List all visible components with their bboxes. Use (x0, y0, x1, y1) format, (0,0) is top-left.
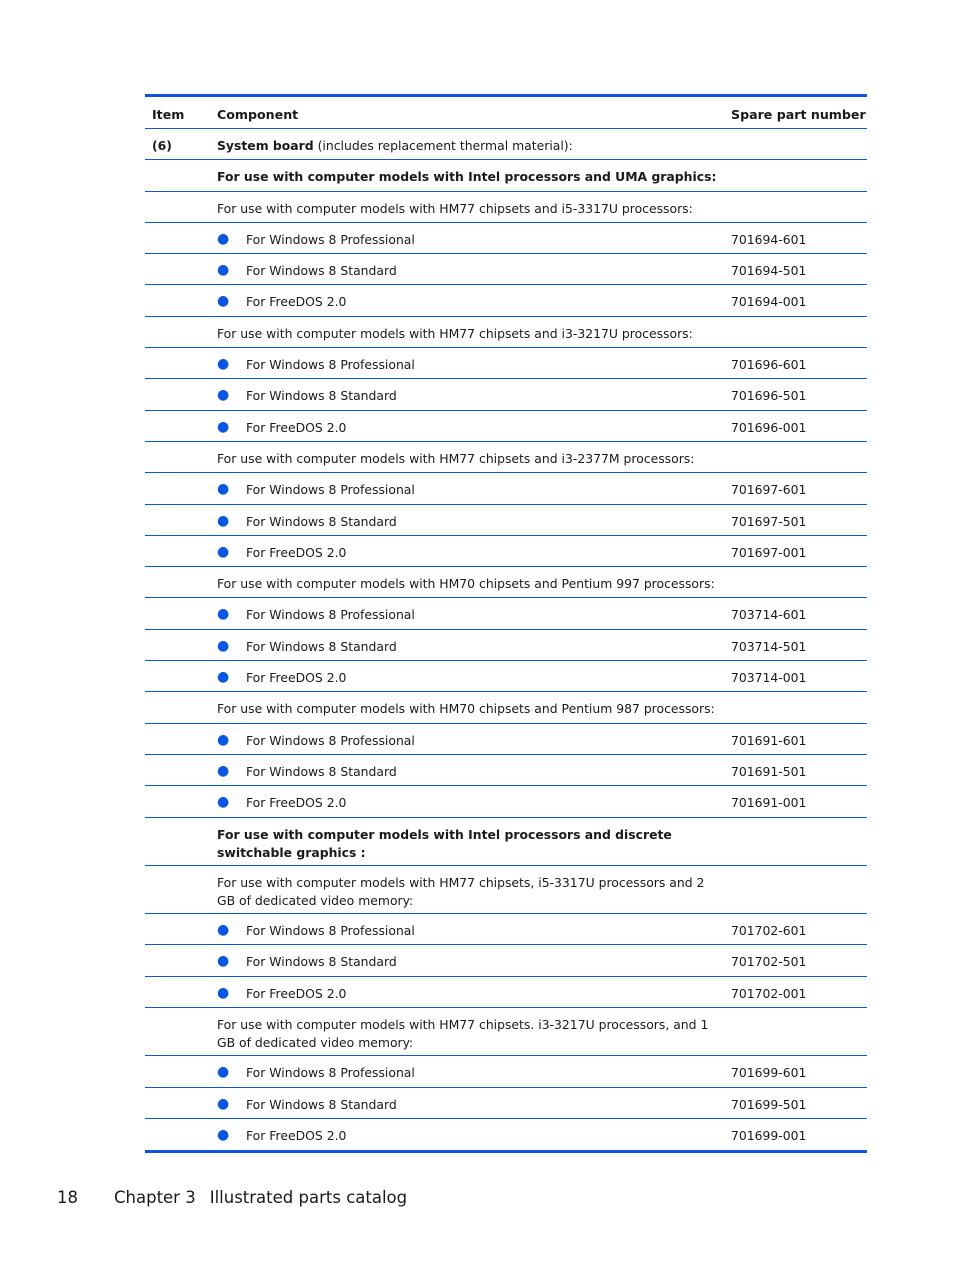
group-heading-row (145, 160, 867, 191)
subgroup-heading-row (145, 1008, 867, 1056)
os-variant-label: For FreeDOS 2.0 (246, 985, 347, 1001)
bullet-icon: ● (217, 418, 230, 435)
bullet-icon: ● (217, 1095, 230, 1112)
os-variant-label: For FreeDOS 2.0 (246, 294, 347, 310)
page-footer (57, 1188, 407, 1207)
table-row (145, 379, 867, 410)
table-row (145, 505, 867, 536)
os-variant-label: For Windows 8 Professional (246, 607, 415, 623)
os-variant-label: For FreeDOS 2.0 (246, 1127, 347, 1143)
os-variant-label: For Windows 8 Standard (246, 263, 397, 279)
system-board-note: (includes replacement thermal material): (313, 138, 573, 153)
bullet-icon: ● (217, 293, 230, 310)
bullet-icon: ● (217, 356, 230, 373)
bullet-icon: ● (217, 606, 230, 623)
bullet-icon: ● (217, 262, 230, 279)
spare-part-number: 701699-501 (731, 1096, 807, 1112)
table-row (145, 786, 867, 817)
subgroup-heading-row (145, 192, 867, 223)
spare-part-number: 701697-601 (731, 482, 807, 498)
header-component: Component (217, 107, 299, 122)
table-row (145, 348, 867, 379)
os-variant-label: For Windows 8 Professional (246, 482, 415, 498)
spare-parts-table (145, 94, 867, 1153)
os-variant-label: For Windows 8 Standard (246, 954, 397, 970)
table-row (145, 536, 867, 567)
table-row (145, 755, 867, 786)
bullet-icon: ● (217, 922, 230, 939)
spare-part-number: 701694-001 (731, 294, 807, 310)
os-variant-label: For Windows 8 Professional (246, 357, 415, 373)
subgroup-heading-row (145, 866, 867, 914)
table-row (145, 223, 867, 254)
spare-part-number: 703714-501 (731, 638, 807, 654)
item-number: (6) (152, 138, 172, 153)
os-variant-label: For FreeDOS 2.0 (246, 419, 347, 435)
spare-part-number: 701691-001 (731, 795, 807, 811)
chapter-label: Chapter 3 (114, 1188, 196, 1207)
spare-part-number: 701699-601 (731, 1065, 807, 1081)
os-variant-label: For Windows 8 Standard (246, 513, 397, 529)
system-board-label: System board (217, 138, 314, 153)
subgroup-heading: For use with computer models with HM77 chipsets and i3-3217U processors: (217, 325, 693, 341)
subgroup-heading-row (145, 567, 867, 598)
bullet-icon: ● (217, 637, 230, 654)
os-variant-label: For Windows 8 Professional (246, 1065, 415, 1081)
spare-part-number: 701696-501 (731, 388, 807, 404)
spare-part-number: 701699-001 (731, 1127, 807, 1143)
bullet-icon: ● (217, 731, 230, 748)
subgroup-heading: For use with computer models with HM77 chipsets and i3-2377M processors: (217, 450, 695, 466)
subgroup-heading-row (145, 442, 867, 473)
header-item: Item (152, 107, 185, 122)
spare-part-number: 701691-501 (731, 763, 807, 779)
spare-part-number: 701696-001 (731, 419, 807, 435)
os-variant-label: For Windows 8 Professional (246, 923, 415, 939)
table-row (145, 1088, 867, 1119)
bullet-icon: ● (217, 543, 230, 560)
group-heading-row (145, 818, 867, 866)
table-body (145, 160, 867, 1150)
spare-part-number: 701702-501 (731, 954, 807, 970)
header-spare-part-number: Spare part number (731, 107, 866, 122)
os-variant-label: For Windows 8 Standard (246, 638, 397, 654)
table-row (145, 945, 867, 976)
table-row (145, 1119, 867, 1150)
subgroup-heading: For use with computer models with HM77 chipsets. i3-3217U processors, and 1 GB of dedicated video memory: (217, 1017, 709, 1051)
os-variant-label: For FreeDOS 2.0 (246, 670, 347, 686)
spare-part-number: 701697-001 (731, 544, 807, 560)
table-row (145, 411, 867, 442)
subgroup-heading-row (145, 692, 867, 723)
table-row (145, 285, 867, 316)
bullet-icon: ● (217, 512, 230, 529)
subgroup-heading: For use with computer models with HM77 chipsets and i5-3317U processors: (217, 200, 693, 216)
bullet-icon: ● (217, 669, 230, 686)
os-variant-label: For FreeDOS 2.0 (246, 544, 347, 560)
subgroup-heading: For use with computer models with HM70 chipsets and Pentium 997 processors: (217, 576, 715, 592)
bullet-icon: ● (217, 984, 230, 1001)
bullet-icon: ● (217, 387, 230, 404)
spare-part-number: 703714-001 (731, 670, 807, 686)
subgroup-heading-row (145, 317, 867, 348)
system-board-row (145, 129, 867, 160)
bullet-icon: ● (217, 481, 230, 498)
group-heading: For use with computer models with Intel processors and UMA graphics: (217, 169, 717, 185)
page-number: 18 (57, 1188, 78, 1207)
bullet-icon: ● (217, 1064, 230, 1081)
os-variant-label: For Windows 8 Standard (246, 1096, 397, 1112)
table-row (145, 914, 867, 945)
subgroup-heading: For use with computer models with HM70 chipsets and Pentium 987 processors: (217, 701, 715, 717)
os-variant-label: For Windows 8 Standard (246, 388, 397, 404)
spare-part-number: 701691-601 (731, 732, 807, 748)
os-variant-label: For Windows 8 Professional (246, 231, 415, 247)
group-heading: For use with computer models with Intel processors and discrete switchable graphics : (217, 826, 672, 860)
bullet-icon: ● (217, 794, 230, 811)
os-variant-label: For Windows 8 Standard (246, 763, 397, 779)
os-variant-label: For FreeDOS 2.0 (246, 795, 347, 811)
spare-part-number: 701697-501 (731, 513, 807, 529)
spare-part-number: 701694-601 (731, 231, 807, 247)
spare-part-number: 701696-601 (731, 357, 807, 373)
spare-part-number: 701702-001 (731, 985, 807, 1001)
table-row (145, 661, 867, 692)
table-row (145, 724, 867, 755)
table-row (145, 977, 867, 1008)
chapter-title: Illustrated parts catalog (209, 1188, 408, 1207)
bullet-icon: ● (217, 953, 230, 970)
bullet-icon: ● (217, 1126, 230, 1143)
spare-part-number: 701694-501 (731, 263, 807, 279)
spare-part-number: 703714-601 (731, 607, 807, 623)
spare-part-number: 701702-601 (731, 923, 807, 939)
bullet-icon: ● (217, 230, 230, 247)
table-header-row (145, 97, 867, 129)
bullet-icon: ● (217, 762, 230, 779)
system-board-component (217, 137, 717, 155)
subgroup-heading: For use with computer models with HM77 chipsets, i5-3317U processors and 2 GB of dedicated video memory: (217, 874, 705, 908)
table-row (145, 1056, 867, 1087)
table-row (145, 473, 867, 504)
os-variant-label: For Windows 8 Professional (246, 732, 415, 748)
table-row (145, 254, 867, 285)
table-row (145, 598, 867, 629)
table-row (145, 630, 867, 661)
